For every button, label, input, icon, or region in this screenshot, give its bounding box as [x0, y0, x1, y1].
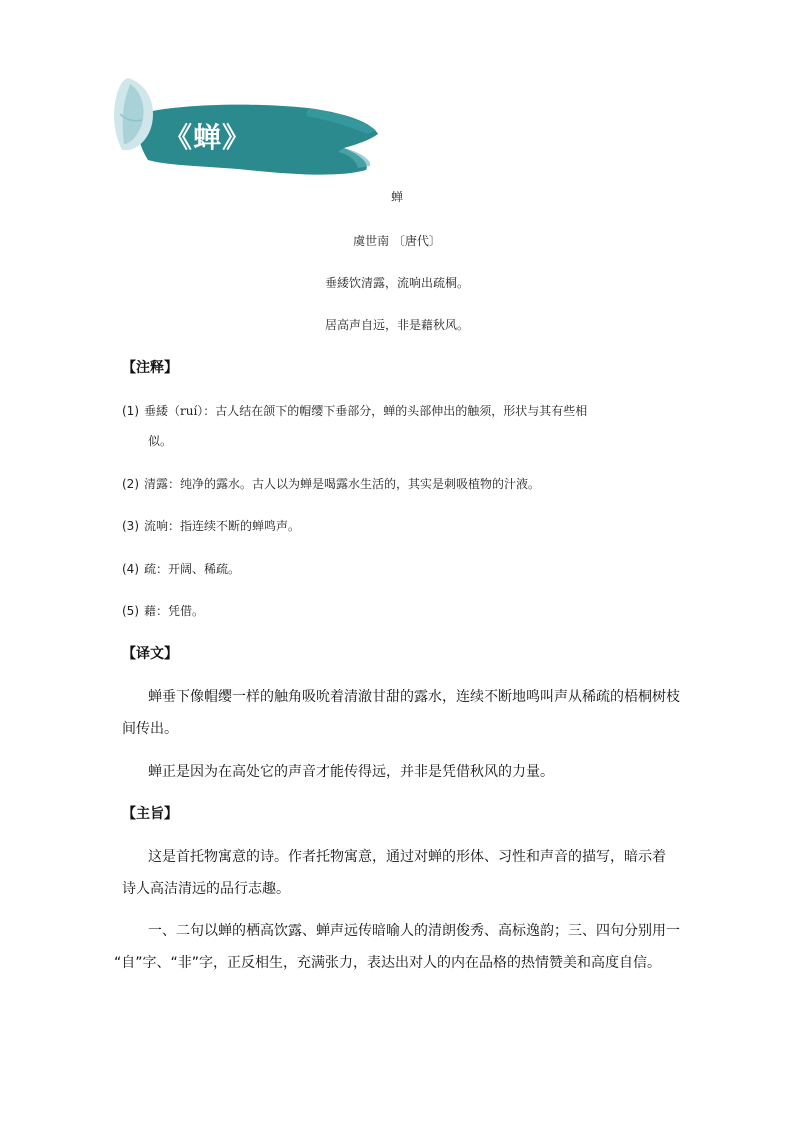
- translation-heading: 【译文】: [122, 646, 178, 662]
- notes-heading: 【注释】: [122, 360, 178, 376]
- translation-paragraph-1-line-2: 间传出。: [122, 721, 178, 737]
- poem-line-2: 居高声自远，非是藉秋风。: [324, 318, 469, 332]
- theme-heading: 【主旨】: [122, 806, 178, 822]
- translation-paragraph-2: 蝉正是因为在高处它的声音才能传得远，并非是凭借秋风的力量。: [148, 764, 554, 780]
- note-text: 清露：纯净的露水。古人以为蝉是喝露水生活的，其实是刺吸植物的汁液。: [144, 477, 541, 491]
- note-text: 藉：凭借。: [144, 604, 205, 618]
- theme-paragraph-2-line-2: “自”字、“非”字，正反相生，充满张力，表达出对人的内在品格的热情赞美和高度自信。: [114, 955, 662, 971]
- poem-author: 虞世南 〔唐代〕: [353, 234, 441, 248]
- poem-title: 蝉: [390, 190, 403, 204]
- note-item-3: [122, 517, 300, 534]
- note-number: (3): [122, 519, 139, 533]
- theme-paragraph-2-line-1: 一、二句以蝉的栖高饮露、蝉声远传暗喻人的清朗俊秀、高标逸韵；三、四句分别用一: [148, 923, 680, 939]
- note-number: (4): [122, 562, 139, 576]
- translation-paragraph-1-line-1: 蝉垂下像帽缨一样的触角吸吮着清澈甘甜的露水，连续不断地鸣叫声从稀疏的梧桐树枝: [148, 689, 680, 705]
- note-number: (1): [122, 404, 139, 418]
- title-banner: [108, 74, 380, 184]
- note-item-1: [122, 402, 587, 419]
- note-number: (5): [122, 604, 139, 618]
- theme-paragraph-1-line-1: 这是首托物寓意的诗。作者托物寓意，通过对蝉的形体、习性和声音的描写，暗示着: [148, 849, 666, 865]
- note-text: 疏：开阔、稀疏。: [144, 562, 241, 576]
- theme-paragraph-1-line-2: 诗人高洁清远的品行志趣。: [122, 881, 290, 897]
- note-item-2: [122, 475, 540, 492]
- banner-title: 《蝉》: [164, 121, 252, 154]
- note-item-5: [122, 602, 204, 619]
- note-text: 流响：指连续不断的蝉鸣声。: [144, 519, 301, 533]
- note-item-4: [122, 560, 240, 577]
- poem-line-1: 垂緌饮清露，流响出疏桐。: [324, 276, 469, 290]
- note-number: (2): [122, 477, 139, 491]
- note-text: 垂緌（ruí）：古人结在颌下的帽缨下垂部分，蝉的头部伸出的触须，形状与其有些相: [144, 404, 588, 418]
- note-item-1-continued: 似。: [148, 434, 173, 448]
